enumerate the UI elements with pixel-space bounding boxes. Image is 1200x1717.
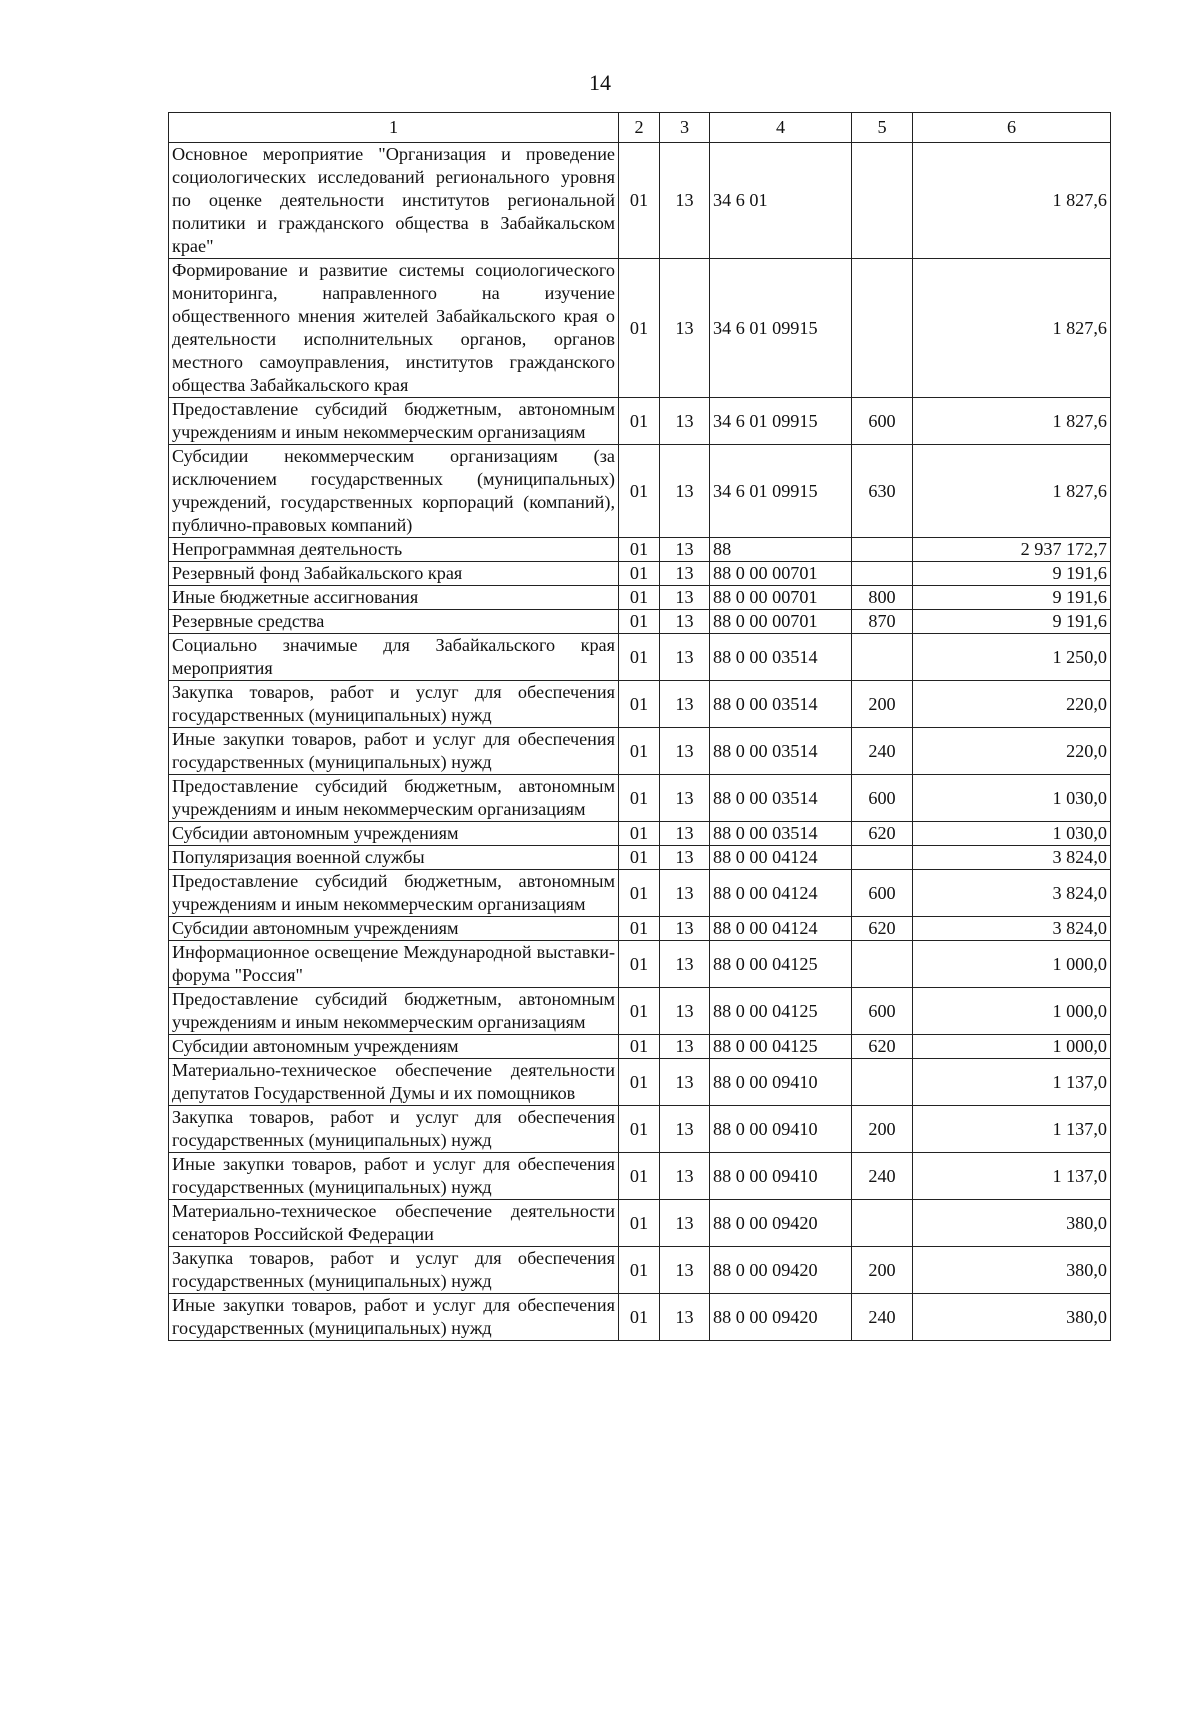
row-amount: 380,0 bbox=[913, 1294, 1111, 1341]
row-name: Предоставление субсидий бюджетным, автономным учреждениям и иным некоммерческим организациям bbox=[169, 988, 619, 1035]
table-row bbox=[169, 562, 1111, 586]
row-code: 88 0 00 09410 bbox=[710, 1153, 852, 1200]
row-col2: 01 bbox=[619, 988, 660, 1035]
table-row bbox=[169, 538, 1111, 562]
table-row bbox=[169, 822, 1111, 846]
row-amount: 380,0 bbox=[913, 1200, 1111, 1247]
row-name: Резервный фонд Забайкальского края bbox=[169, 562, 619, 586]
header-row bbox=[169, 113, 1111, 143]
row-name: Субсидии автономным учреждениям bbox=[169, 1035, 619, 1059]
row-amount: 1 030,0 bbox=[913, 775, 1111, 822]
row-amount: 220,0 bbox=[913, 728, 1111, 775]
row-col2: 01 bbox=[619, 1153, 660, 1200]
row-col3: 13 bbox=[660, 398, 710, 445]
row-name: Иные бюджетные ассигнования bbox=[169, 586, 619, 610]
budget-table bbox=[168, 112, 1111, 1341]
row-code: 34 6 01 09915 bbox=[710, 259, 852, 398]
table-row bbox=[169, 728, 1111, 775]
row-code: 34 6 01 09915 bbox=[710, 445, 852, 538]
row-code: 88 0 00 04125 bbox=[710, 1035, 852, 1059]
row-col2: 01 bbox=[619, 846, 660, 870]
row-name: Иные закупки товаров, работ и услуг для обеспечения государственных (муниципальных) нужд bbox=[169, 1153, 619, 1200]
row-col3: 13 bbox=[660, 1200, 710, 1247]
row-amount: 1 827,6 bbox=[913, 445, 1111, 538]
row-col5 bbox=[852, 1200, 913, 1247]
row-col5: 600 bbox=[852, 398, 913, 445]
row-col2: 01 bbox=[619, 1059, 660, 1106]
row-col5 bbox=[852, 259, 913, 398]
row-col3: 13 bbox=[660, 681, 710, 728]
row-amount: 1 000,0 bbox=[913, 988, 1111, 1035]
row-code: 88 0 00 09420 bbox=[710, 1200, 852, 1247]
row-col2: 01 bbox=[619, 398, 660, 445]
row-code: 88 0 00 00701 bbox=[710, 562, 852, 586]
table-row bbox=[169, 1294, 1111, 1341]
row-code: 88 0 00 04125 bbox=[710, 988, 852, 1035]
row-name: Популяризация военной службы bbox=[169, 846, 619, 870]
row-col2: 01 bbox=[619, 259, 660, 398]
row-col5: 600 bbox=[852, 988, 913, 1035]
table-row bbox=[169, 1153, 1111, 1200]
row-col2: 01 bbox=[619, 681, 660, 728]
row-amount: 1 137,0 bbox=[913, 1153, 1111, 1200]
row-amount: 1 827,6 bbox=[913, 398, 1111, 445]
row-name: Информационное освещение Международной выставки-форума "Россия" bbox=[169, 941, 619, 988]
row-code: 88 0 00 00701 bbox=[710, 586, 852, 610]
table-row bbox=[169, 681, 1111, 728]
row-col3: 13 bbox=[660, 917, 710, 941]
row-code: 88 0 00 09420 bbox=[710, 1247, 852, 1294]
row-col2: 01 bbox=[619, 143, 660, 259]
header-cell-6: 6 bbox=[913, 113, 1111, 143]
row-col3: 13 bbox=[660, 728, 710, 775]
row-code: 88 0 00 04125 bbox=[710, 941, 852, 988]
row-code: 88 0 00 09420 bbox=[710, 1294, 852, 1341]
row-col3: 13 bbox=[660, 775, 710, 822]
row-col5: 800 bbox=[852, 586, 913, 610]
row-col2: 01 bbox=[619, 1247, 660, 1294]
table-row bbox=[169, 1106, 1111, 1153]
row-col5: 200 bbox=[852, 1247, 913, 1294]
row-code: 34 6 01 09915 bbox=[710, 398, 852, 445]
row-code: 88 0 00 03514 bbox=[710, 775, 852, 822]
row-col5 bbox=[852, 143, 913, 259]
row-code: 88 bbox=[710, 538, 852, 562]
row-col3: 13 bbox=[660, 822, 710, 846]
row-name: Субсидии автономным учреждениям bbox=[169, 822, 619, 846]
row-col2: 01 bbox=[619, 634, 660, 681]
row-col3: 13 bbox=[660, 610, 710, 634]
row-code: 88 0 00 09410 bbox=[710, 1059, 852, 1106]
row-col2: 01 bbox=[619, 610, 660, 634]
row-col3: 13 bbox=[660, 941, 710, 988]
row-col5: 870 bbox=[852, 610, 913, 634]
header-cell-1: 1 bbox=[169, 113, 619, 143]
row-col3: 13 bbox=[660, 1106, 710, 1153]
row-amount: 220,0 bbox=[913, 681, 1111, 728]
row-col2: 01 bbox=[619, 1294, 660, 1341]
row-name: Субсидии автономным учреждениям bbox=[169, 917, 619, 941]
row-code: 88 0 00 09410 bbox=[710, 1106, 852, 1153]
row-col5: 240 bbox=[852, 1294, 913, 1341]
row-col3: 13 bbox=[660, 1247, 710, 1294]
header-cell-4: 4 bbox=[710, 113, 852, 143]
row-name: Иные закупки товаров, работ и услуг для обеспечения государственных (муниципальных) нужд bbox=[169, 1294, 619, 1341]
row-col2: 01 bbox=[619, 775, 660, 822]
row-code: 88 0 00 03514 bbox=[710, 634, 852, 681]
row-amount: 2 937 172,7 bbox=[913, 538, 1111, 562]
row-col2: 01 bbox=[619, 586, 660, 610]
row-code: 88 0 00 00701 bbox=[710, 610, 852, 634]
row-amount: 9 191,6 bbox=[913, 562, 1111, 586]
row-col2: 01 bbox=[619, 822, 660, 846]
row-col3: 13 bbox=[660, 1035, 710, 1059]
row-amount: 1 250,0 bbox=[913, 634, 1111, 681]
row-name: Предоставление субсидий бюджетным, автономным учреждениям и иным некоммерческим организациям bbox=[169, 398, 619, 445]
row-name: Резервные средства bbox=[169, 610, 619, 634]
table-row bbox=[169, 941, 1111, 988]
table-row bbox=[169, 870, 1111, 917]
table-row bbox=[169, 988, 1111, 1035]
row-col2: 01 bbox=[619, 1200, 660, 1247]
row-col5: 600 bbox=[852, 775, 913, 822]
row-name: Материально-техническое обеспечение деятельности сенаторов Российской Федерации bbox=[169, 1200, 619, 1247]
row-col2: 01 bbox=[619, 1106, 660, 1153]
row-col3: 13 bbox=[660, 634, 710, 681]
row-col2: 01 bbox=[619, 941, 660, 988]
row-amount: 1 000,0 bbox=[913, 1035, 1111, 1059]
row-amount: 1 827,6 bbox=[913, 259, 1111, 398]
row-col5: 620 bbox=[852, 822, 913, 846]
row-col3: 13 bbox=[660, 870, 710, 917]
row-name: Непрограммная деятельность bbox=[169, 538, 619, 562]
row-col5 bbox=[852, 562, 913, 586]
row-amount: 1 030,0 bbox=[913, 822, 1111, 846]
row-amount: 1 827,6 bbox=[913, 143, 1111, 259]
row-col3: 13 bbox=[660, 259, 710, 398]
row-col3: 13 bbox=[660, 1059, 710, 1106]
header-cell-3: 3 bbox=[660, 113, 710, 143]
row-code: 88 0 00 03514 bbox=[710, 822, 852, 846]
table-row bbox=[169, 445, 1111, 538]
row-col2: 01 bbox=[619, 445, 660, 538]
row-col2: 01 bbox=[619, 728, 660, 775]
page-number: 14 bbox=[589, 70, 611, 95]
row-col3: 13 bbox=[660, 562, 710, 586]
row-code: 88 0 00 03514 bbox=[710, 728, 852, 775]
row-col5: 200 bbox=[852, 681, 913, 728]
row-col3: 13 bbox=[660, 846, 710, 870]
table-row bbox=[169, 1035, 1111, 1059]
row-col3: 13 bbox=[660, 586, 710, 610]
row-col5: 600 bbox=[852, 870, 913, 917]
row-amount: 1 000,0 bbox=[913, 941, 1111, 988]
row-col2: 01 bbox=[619, 1035, 660, 1059]
row-col2: 01 bbox=[619, 538, 660, 562]
header-cell-5: 5 bbox=[852, 113, 913, 143]
row-name: Формирование и развитие системы социологического мониторинга, направленного на изучение общественного мнения жителей Забайкальского края о деятельности исполнительных органов, органов местного самоуправления, институтов гражданского общества Забайкальского края bbox=[169, 259, 619, 398]
row-amount: 380,0 bbox=[913, 1247, 1111, 1294]
table-body bbox=[169, 143, 1111, 1341]
row-amount: 3 824,0 bbox=[913, 870, 1111, 917]
row-name: Закупка товаров, работ и услуг для обеспечения государственных (муниципальных) нужд bbox=[169, 1247, 619, 1294]
row-col5 bbox=[852, 538, 913, 562]
row-col2: 01 bbox=[619, 870, 660, 917]
table-row bbox=[169, 775, 1111, 822]
row-col5: 620 bbox=[852, 917, 913, 941]
row-col5: 200 bbox=[852, 1106, 913, 1153]
table-row bbox=[169, 1247, 1111, 1294]
table-row bbox=[169, 917, 1111, 941]
row-col3: 13 bbox=[660, 1294, 710, 1341]
table-row bbox=[169, 1200, 1111, 1247]
table-row bbox=[169, 398, 1111, 445]
header-cell-2: 2 bbox=[619, 113, 660, 143]
row-code: 88 0 00 04124 bbox=[710, 917, 852, 941]
row-name: Закупка товаров, работ и услуг для обеспечения государственных (муниципальных) нужд bbox=[169, 1106, 619, 1153]
table-row bbox=[169, 586, 1111, 610]
row-code: 88 0 00 04124 bbox=[710, 846, 852, 870]
table-row bbox=[169, 634, 1111, 681]
row-amount: 1 137,0 bbox=[913, 1106, 1111, 1153]
row-col5: 240 bbox=[852, 1153, 913, 1200]
row-col2: 01 bbox=[619, 562, 660, 586]
row-col3: 13 bbox=[660, 1153, 710, 1200]
row-amount: 9 191,6 bbox=[913, 610, 1111, 634]
row-col5 bbox=[852, 1059, 913, 1106]
row-name: Предоставление субсидий бюджетным, автономным учреждениям и иным некоммерческим организациям bbox=[169, 870, 619, 917]
row-col5 bbox=[852, 846, 913, 870]
row-col3: 13 bbox=[660, 445, 710, 538]
table-row bbox=[169, 1059, 1111, 1106]
table-row bbox=[169, 259, 1111, 398]
row-col3: 13 bbox=[660, 988, 710, 1035]
row-name: Субсидии некоммерческим организациям (за исключением государственных (муниципальных) учреждений, государственных корпораций (компаний), публично-правовых компаний) bbox=[169, 445, 619, 538]
row-col5 bbox=[852, 941, 913, 988]
row-code: 88 0 00 03514 bbox=[710, 681, 852, 728]
row-amount: 1 137,0 bbox=[913, 1059, 1111, 1106]
table-row bbox=[169, 610, 1111, 634]
table-row bbox=[169, 846, 1111, 870]
row-amount: 3 824,0 bbox=[913, 846, 1111, 870]
row-code: 34 6 01 bbox=[710, 143, 852, 259]
row-code: 88 0 00 04124 bbox=[710, 870, 852, 917]
row-name: Материально-техническое обеспечение деятельности депутатов Государственной Думы и их помощников bbox=[169, 1059, 619, 1106]
table-row bbox=[169, 143, 1111, 259]
row-name: Предоставление субсидий бюджетным, автономным учреждениям и иным некоммерческим организациям bbox=[169, 775, 619, 822]
row-col5: 240 bbox=[852, 728, 913, 775]
row-col2: 01 bbox=[619, 917, 660, 941]
row-amount: 9 191,6 bbox=[913, 586, 1111, 610]
row-name: Основное мероприятие "Организация и проведение социологических исследований регионального уровня по оценке деятельности институтов региональной политики и гражданского общества в Забайкальском крае" bbox=[169, 143, 619, 259]
row-col5: 620 bbox=[852, 1035, 913, 1059]
row-name: Закупка товаров, работ и услуг для обеспечения государственных (муниципальных) нужд bbox=[169, 681, 619, 728]
row-col5: 630 bbox=[852, 445, 913, 538]
row-name: Иные закупки товаров, работ и услуг для обеспечения государственных (муниципальных) нужд bbox=[169, 728, 619, 775]
row-col3: 13 bbox=[660, 538, 710, 562]
row-col3: 13 bbox=[660, 143, 710, 259]
row-col5 bbox=[852, 634, 913, 681]
row-amount: 3 824,0 bbox=[913, 917, 1111, 941]
row-name: Социально значимые для Забайкальского края мероприятия bbox=[169, 634, 619, 681]
